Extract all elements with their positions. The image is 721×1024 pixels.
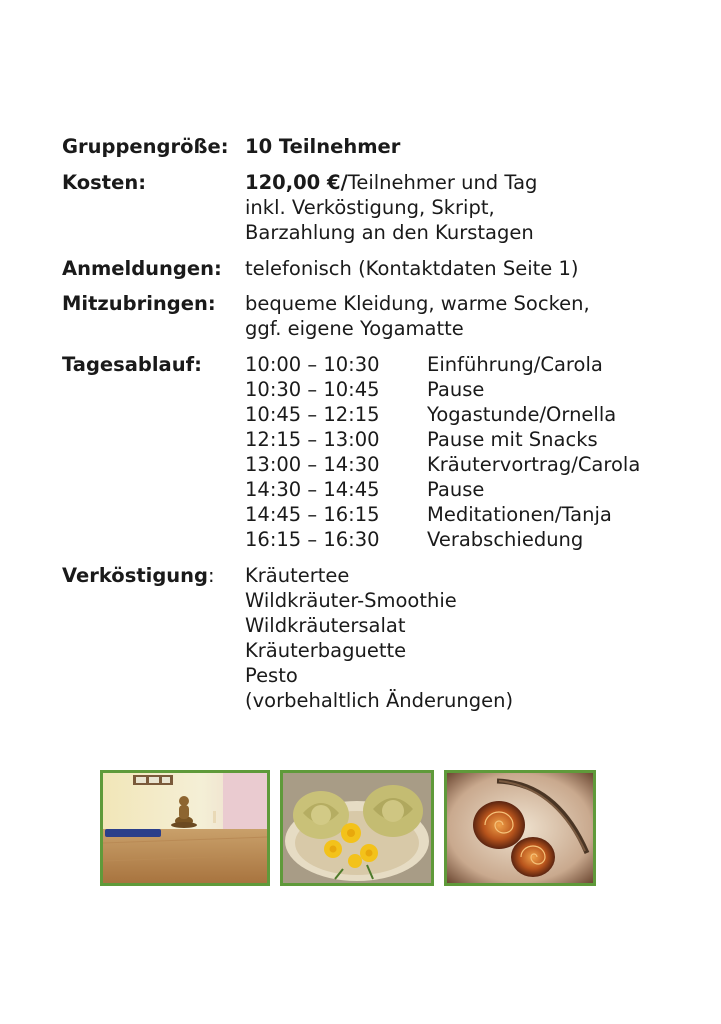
bring-value	[245, 291, 590, 341]
bring-line-1: bequeme Kleidung, warme Socken,	[245, 292, 590, 315]
schedule-time: 10:45 – 12:15	[245, 403, 380, 426]
herb-soaps-dandelions-photo	[280, 770, 434, 886]
schedule-row	[245, 352, 640, 377]
schedule-item: Pause	[427, 378, 485, 401]
costs-value	[245, 170, 537, 245]
costs-line-2: inkl. Verköstigung, Skript,	[245, 196, 495, 219]
catering-item: Pesto	[245, 664, 298, 687]
schedule-row	[245, 477, 640, 502]
catering-label-text: Verköstigung	[62, 564, 209, 587]
costs-price: 120,00 €/	[245, 171, 348, 194]
catering-item: Wildkräutersalat	[245, 614, 406, 637]
costs-label: Kosten:	[62, 171, 146, 194]
costs-price-suffix: Teilnehmer und Tag	[347, 171, 538, 194]
group-size-value: 10 Teilnehmer	[245, 135, 401, 158]
catering-label	[62, 563, 215, 588]
schedule-time: 16:15 – 16:30	[245, 528, 380, 551]
ammonites-feather-image	[447, 773, 593, 883]
schedule-item: Kräutervortrag/Carola	[427, 453, 641, 476]
catering-label-colon: :	[208, 564, 215, 587]
bring-line-2: ggf. eigene Yogamatte	[245, 317, 464, 340]
catering-item: Wildkräuter-Smoothie	[245, 589, 457, 612]
catering-item: Kräuterbaguette	[245, 639, 407, 662]
schedule-table	[245, 352, 640, 552]
schedule-row	[245, 377, 640, 402]
schedule-item: Pause mit Snacks	[427, 428, 598, 451]
schedule-item: Meditationen/Tanja	[427, 503, 612, 526]
schedule-row	[245, 427, 640, 452]
schedule-item: Verabschiedung	[427, 528, 584, 551]
catering-note: (vorbehaltlich Änderungen)	[245, 689, 514, 712]
schedule-time: 12:15 – 13:00	[245, 428, 380, 451]
schedule-row	[245, 402, 640, 427]
bring-label: Mitzubringen:	[62, 292, 216, 315]
catering-list	[245, 563, 513, 713]
schedule-item: Yogastunde/Ornella	[427, 403, 617, 426]
schedule-time: 13:00 – 14:30	[245, 453, 380, 476]
schedule-time: 10:00 – 10:30	[245, 353, 380, 376]
schedule-item: Pause	[427, 478, 485, 501]
group-size-label: Gruppengröße:	[62, 135, 229, 158]
yoga-room-buddha-photo	[100, 770, 270, 886]
costs-line-3: Barzahlung an den Kurstagen	[245, 221, 534, 244]
herb-soaps-dandelions-image	[283, 773, 431, 883]
ammonites-feather-photo	[444, 770, 596, 886]
catering-item: Kräutertee	[245, 564, 350, 587]
schedule-row	[245, 502, 640, 527]
schedule-time: 14:45 – 16:15	[245, 503, 380, 526]
schedule-time: 14:30 – 14:45	[245, 478, 380, 501]
registration-label: Anmeldungen:	[62, 257, 222, 280]
yoga-room-buddha-image	[103, 773, 267, 883]
schedule-item: Einführung/Carola	[427, 353, 603, 376]
schedule-time: 10:30 – 10:45	[245, 378, 380, 401]
schedule-label: Tagesablauf:	[62, 353, 202, 376]
schedule-row	[245, 452, 640, 477]
schedule-row	[245, 527, 640, 552]
registration-value: telefonisch (Kontaktdaten Seite 1)	[245, 257, 579, 280]
